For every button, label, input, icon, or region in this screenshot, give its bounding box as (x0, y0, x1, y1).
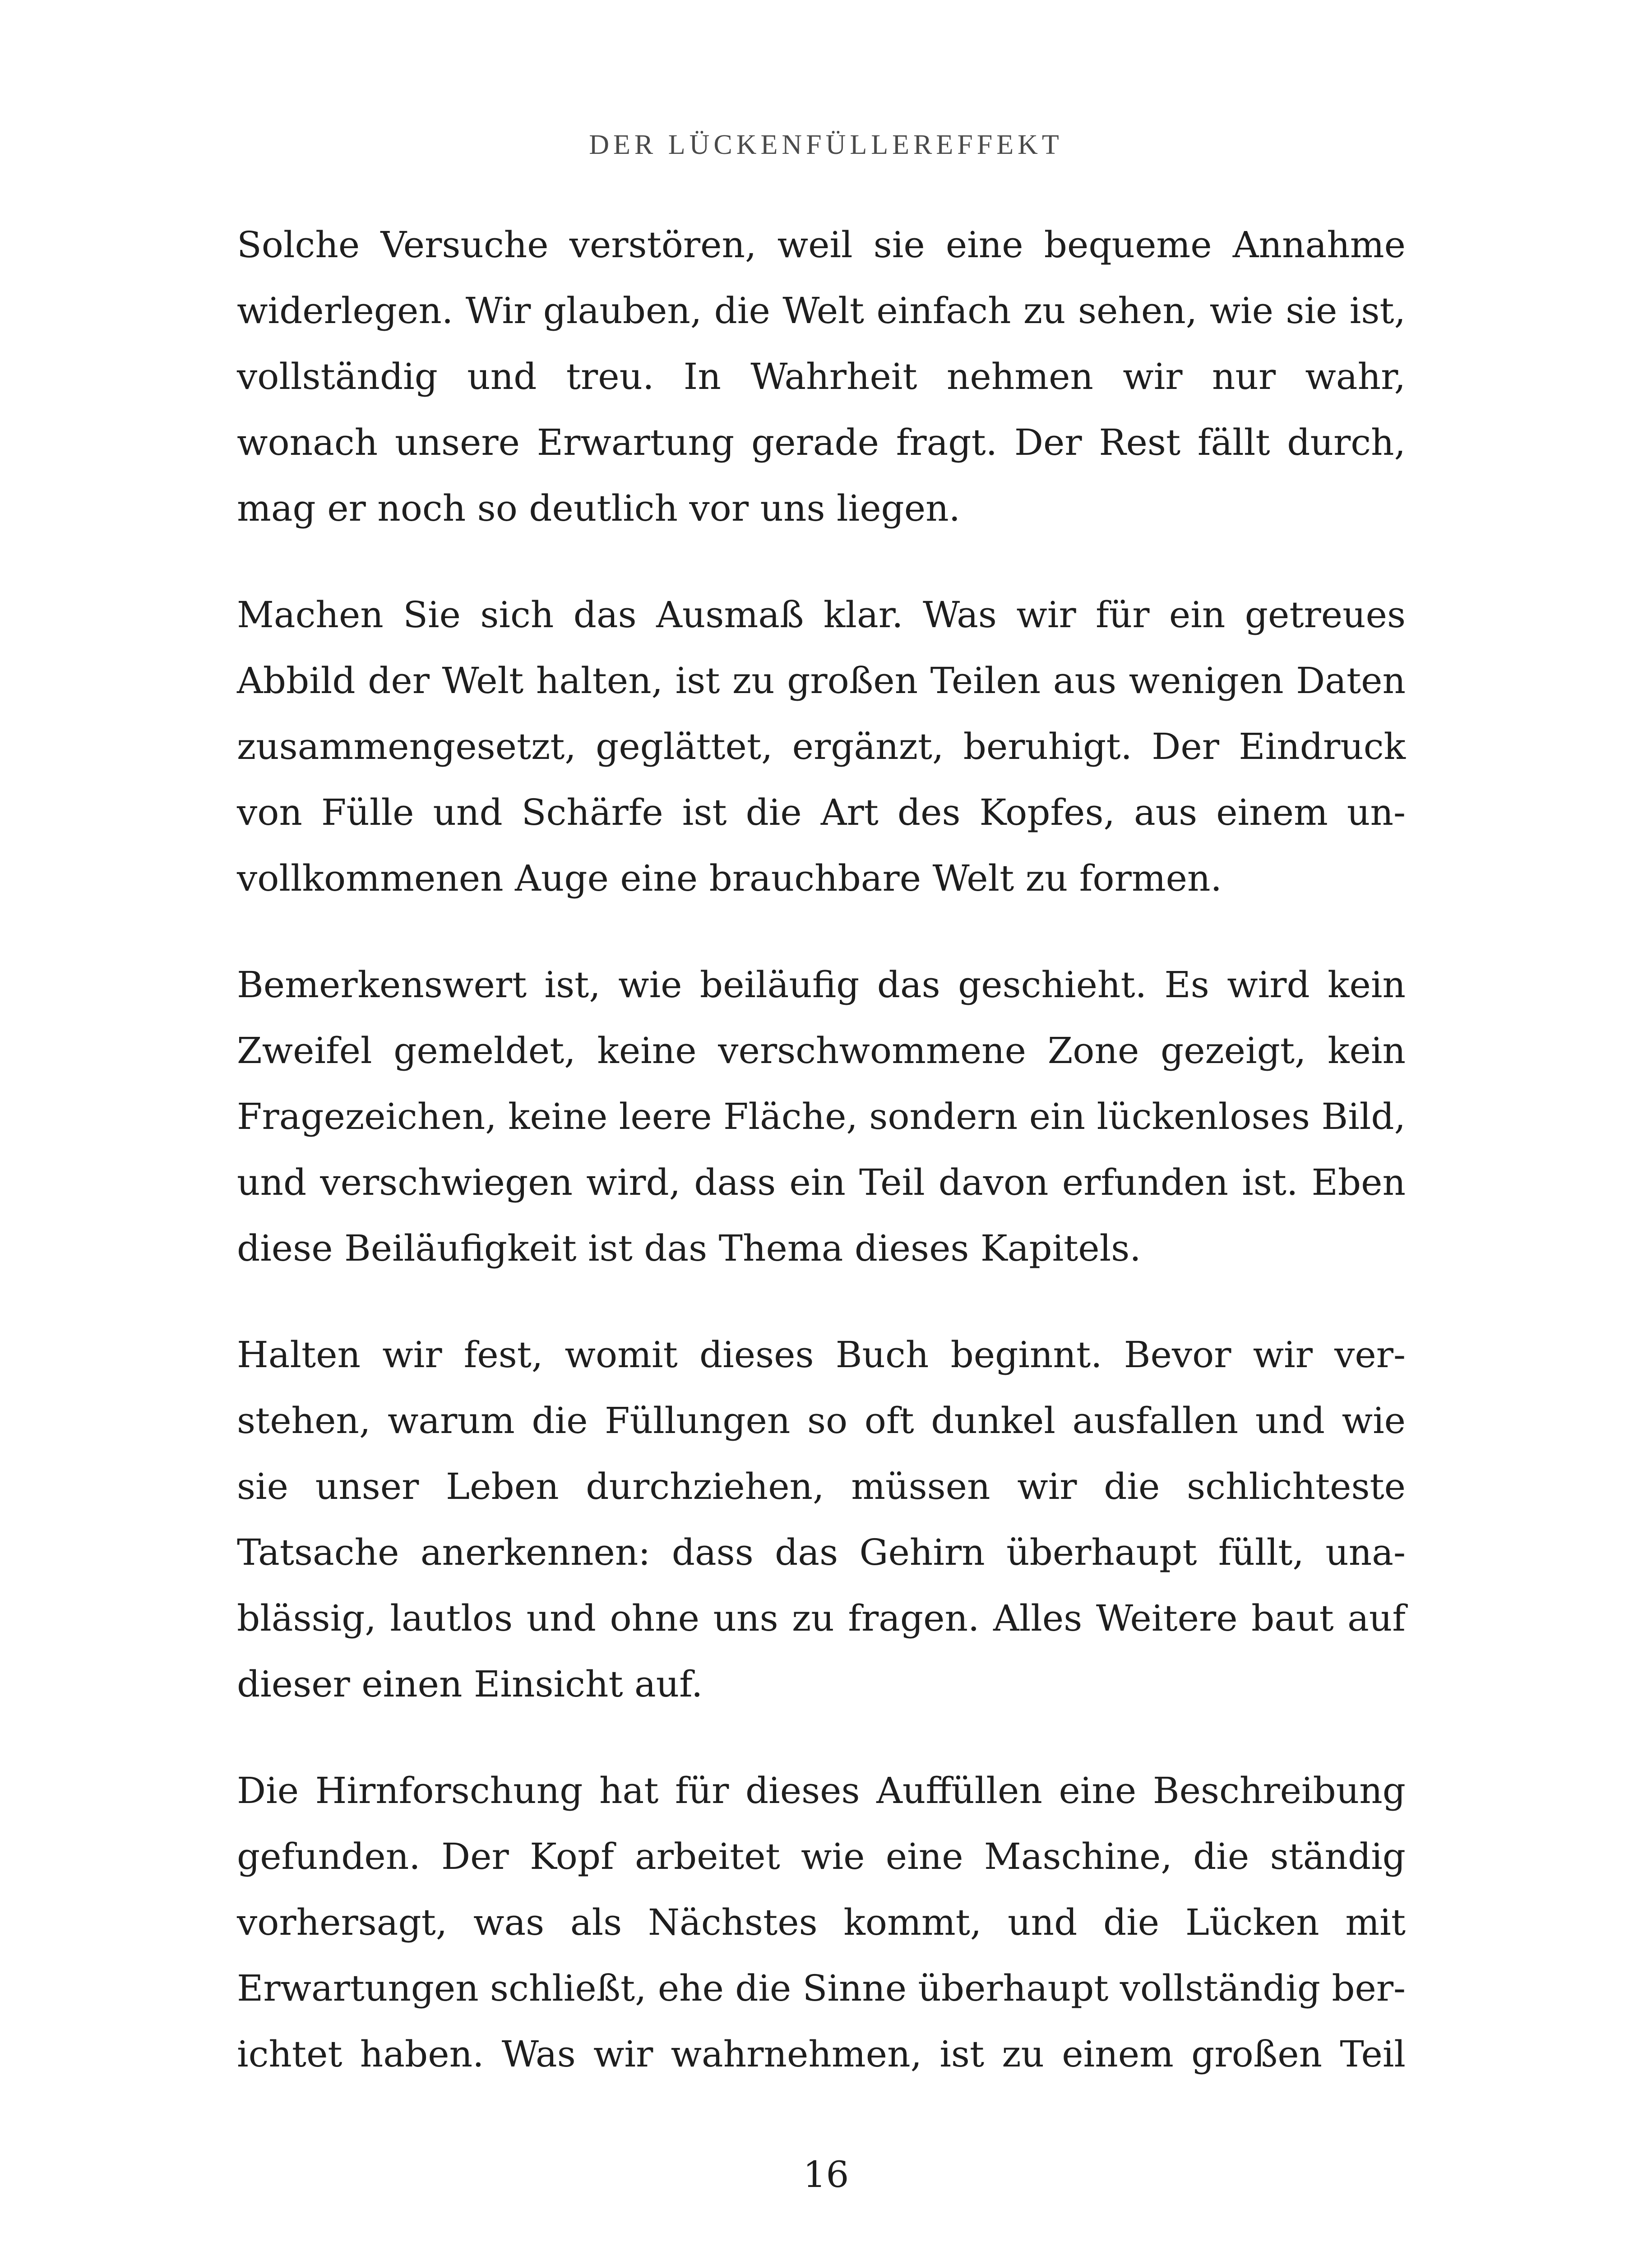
body-text (237, 212, 1406, 2128)
text-line: diese Beiläufigkeit ist das Thema dieses Kapitels. (237, 1227, 1141, 1269)
paragraph-3 (237, 952, 1406, 1281)
page-number: 16 (803, 2154, 849, 2196)
text-line: wonach unsere Erwartung gerade fragt. Der Rest fällt durch, (237, 421, 1406, 463)
text-line: Bemerkenswert ist, wie beiläufig das geschieht. Es wird kein (237, 964, 1406, 1006)
text-line: Solche Versuche verstören, weil sie eine bequeme Annahme (237, 224, 1406, 266)
text-line: und verschwiegen wird, dass ein Teil davon erfunden ist. Eben (237, 1161, 1406, 1203)
text-line: sie unser Leben durchziehen, müssen wir die schlichteste (237, 1465, 1406, 1507)
running-header: DER LÜCKENFÜLLEREFFEKT (589, 129, 1063, 160)
paragraph-1 (237, 212, 1406, 541)
paragraph-4 (237, 1322, 1406, 1717)
text-line: stehen, warum die Füllungen so oft dunkel ausfallen und wie (237, 1400, 1406, 1442)
text-line: von Fülle und Schärfe ist die Art des Kopfes, aus einem un- (237, 791, 1406, 833)
text-line: blässig, lautlos und ohne uns zu fragen. Alles Weitere baut auf (237, 1597, 1406, 1639)
text-line: Zweifel gemeldet, keine verschwommene Zone gezeigt, kein (237, 1030, 1406, 1072)
text-line: vorhersagt, was als Nächstes kommt, und die Lücken mit (237, 1901, 1406, 1943)
text-line: widerlegen. Wir glauben, die Welt einfach zu sehen, wie sie ist, (237, 290, 1406, 332)
text-line: Die Hirnforschung hat für dieses Auffüllen eine Beschreibung (237, 1770, 1406, 1812)
text-line: Fragezeichen, keine leere Fläche, sondern ein lückenloses Bild, (237, 1096, 1406, 1137)
text-line: ichtet haben. Was wir wahrnehmen, ist zu einem großen Teil (237, 2033, 1406, 2075)
text-line: Abbild der Welt halten, ist zu großen Teilen aus wenigen Daten (237, 660, 1406, 702)
text-line: dieser einen Einsicht auf. (237, 1663, 703, 1705)
text-line: vollkommenen Auge eine brauchbare Welt zu formen. (237, 857, 1222, 899)
text-line: Machen Sie sich das Ausmaß klar. Was wir für ein getreues (237, 594, 1406, 636)
text-line: Tatsache anerkennen: dass das Gehirn überhaupt füllt, una- (237, 1531, 1406, 1573)
text-line: Erwartungen schließt, ehe die Sinne überhaupt vollständig ber- (237, 1967, 1406, 2009)
paragraph-5 (237, 1758, 1406, 2087)
text-line: zusammengesetzt, geglättet, ergänzt, beruhigt. Der Eindruck (237, 726, 1406, 767)
paragraph-2 (237, 582, 1406, 911)
text-line: vollständig und treu. In Wahrheit nehmen wir nur wahr, (237, 356, 1406, 398)
text-line: Halten wir fest, womit dieses Buch beginnt. Bevor wir ver- (237, 1334, 1406, 1376)
text-line: mag er noch so deutlich vor uns liegen. (237, 487, 961, 529)
text-line: gefunden. Der Kopf arbeitet wie eine Maschine, die ständig (237, 1835, 1406, 1877)
